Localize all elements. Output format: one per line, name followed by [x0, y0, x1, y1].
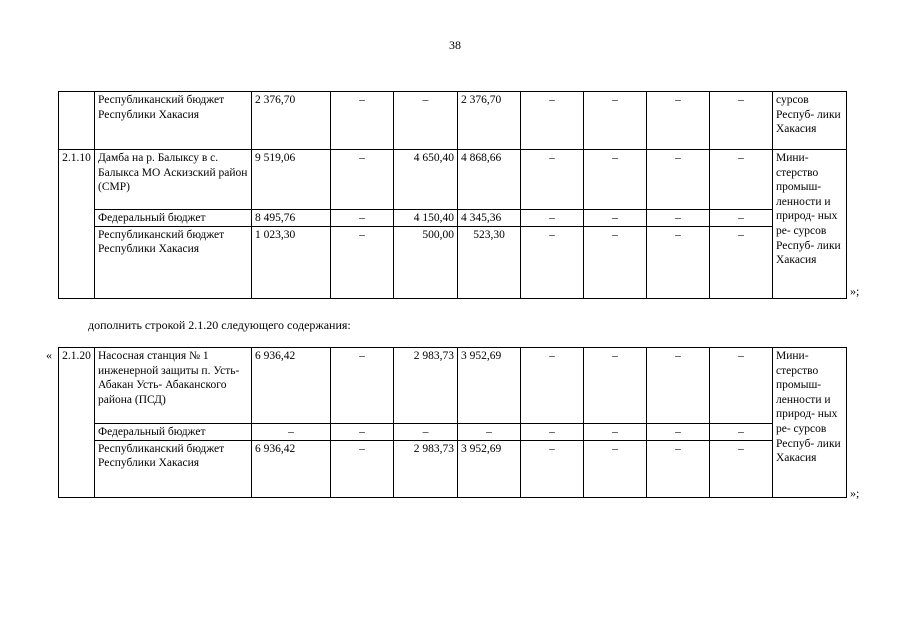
row-name: Республиканский бюджет Республики Хакасия: [95, 92, 252, 150]
cell-value: –: [521, 226, 584, 298]
cell-value: –: [710, 92, 773, 150]
cell-value: 3 952,69: [458, 440, 521, 497]
cell-value: –: [647, 440, 710, 497]
cell-value: –: [584, 440, 647, 497]
cell-value: –: [331, 226, 394, 298]
row-name: Дамба на р. Балыксу в с. Балыкса МО Аскизский район (СМР): [95, 150, 252, 210]
table-row: [59, 210, 847, 227]
cell-value: –: [584, 424, 647, 441]
table-continuation: [58, 91, 847, 299]
cell-value: 1 023,30: [252, 226, 331, 298]
cell-value: –: [647, 150, 710, 210]
cell-value: –: [710, 348, 773, 424]
cell-value: –: [710, 210, 773, 227]
cell-value: –: [647, 348, 710, 424]
cell-value: 500,00: [394, 226, 458, 298]
executor-cell: Мини- стерство промыш- ленности и природ- ных ре- сурсов Респуб- лики Хакасия: [773, 150, 847, 299]
cell-value: –: [331, 424, 394, 441]
table-new-row: [58, 347, 847, 498]
cell-value: –: [647, 226, 710, 298]
cell-value: –: [331, 440, 394, 497]
intro-text: дополнить строкой 2.1.20 следующего содержания:: [88, 318, 351, 332]
cell-value: 4 150,40: [394, 210, 458, 227]
cell-value: –: [521, 440, 584, 497]
table-row: [59, 424, 847, 441]
cell-value: –: [647, 92, 710, 150]
executor-cell: Мини- стерство промыш- ленности и природ- ных ре- сурсов Респуб- лики Хакасия: [773, 348, 847, 498]
cell-value: 4 650,40: [394, 150, 458, 210]
cell-value: –: [584, 226, 647, 298]
cell-value: –: [331, 348, 394, 424]
row-name: Республиканский бюджет Республики Хакасия: [95, 440, 252, 497]
cell-value: –: [710, 150, 773, 210]
cell-value: –: [394, 92, 458, 150]
cell-value: –: [458, 424, 521, 441]
cell-value: –: [331, 210, 394, 227]
cell-value: –: [394, 424, 458, 441]
cell-value: –: [521, 210, 584, 227]
cell-value: –: [710, 226, 773, 298]
cell-value: 2 376,70: [252, 92, 331, 150]
cell-value: –: [521, 424, 584, 441]
cell-value: –: [647, 424, 710, 441]
cell-value: –: [331, 92, 394, 150]
row-name: Федеральный бюджет: [95, 210, 252, 227]
cell-value: –: [521, 348, 584, 424]
opening-quote: «: [46, 348, 52, 362]
cell-value: 2 983,73: [394, 348, 458, 424]
table-row: [59, 226, 847, 298]
table-row: [59, 92, 847, 150]
table-row: [59, 150, 847, 210]
cell-value: –: [584, 92, 647, 150]
cell-value: –: [521, 92, 584, 150]
cell-value: –: [252, 424, 331, 441]
cell-value: 8 495,76: [252, 210, 331, 227]
cell-value: –: [710, 424, 773, 441]
cell-value: 6 936,42: [252, 440, 331, 497]
cell-value: –: [584, 150, 647, 210]
closing-quote: »;: [850, 486, 860, 500]
cell-value: 2 983,73: [394, 440, 458, 497]
row-name: Насосная станция № 1 инженерной защиты п. Усть-Абакан Усть- Абаканского района (ПСД): [95, 348, 252, 424]
row-number: [59, 92, 95, 150]
cell-value: –: [331, 150, 394, 210]
cell-value: 6 936,42: [252, 348, 331, 424]
cell-value: 3 952,69: [458, 348, 521, 424]
table-row: [59, 348, 847, 424]
cell-value: 4 345,36: [458, 210, 521, 227]
cell-value: –: [710, 440, 773, 497]
row-name: Республиканский бюджет Республики Хакасия: [95, 226, 252, 298]
row-number: 2.1.10: [59, 150, 95, 299]
closing-quote: »;: [850, 284, 860, 298]
cell-value: –: [647, 210, 710, 227]
cell-value: –: [584, 210, 647, 227]
executor-cell: сурсов Респуб- лики Хакасия: [773, 92, 847, 150]
cell-value: 9 519,06: [252, 150, 331, 210]
cell-value: 523,30: [458, 226, 521, 298]
cell-value: –: [584, 348, 647, 424]
row-number: 2.1.20: [59, 348, 95, 498]
cell-value: 2 376,70: [458, 92, 521, 150]
cell-value: 4 868,66: [458, 150, 521, 210]
page-number: 38: [449, 38, 461, 52]
row-name: Федеральный бюджет: [95, 424, 252, 441]
cell-value: –: [521, 150, 584, 210]
table-row: [59, 440, 847, 497]
